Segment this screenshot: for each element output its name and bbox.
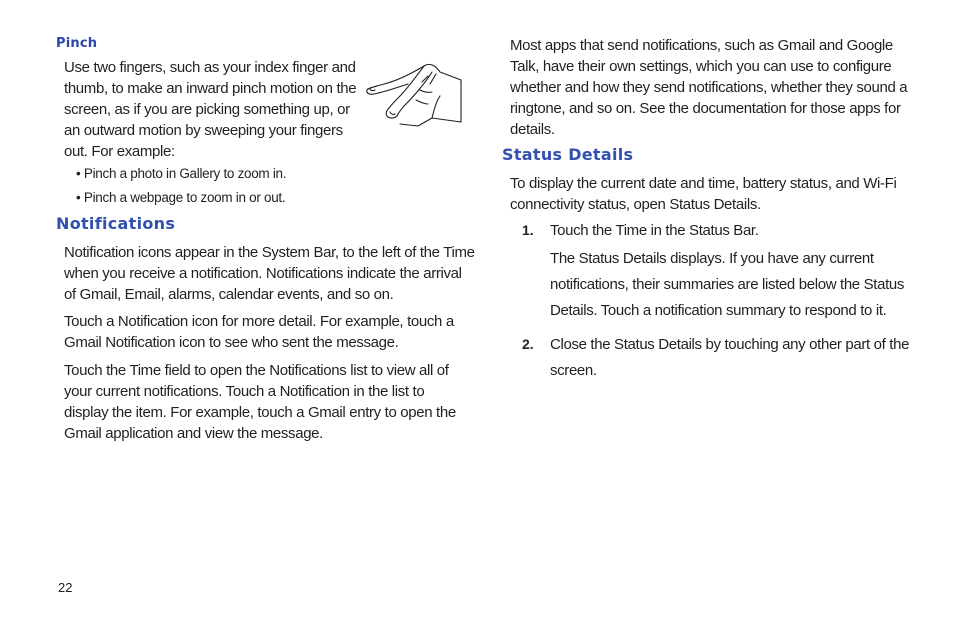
step-1-number: 1. <box>522 222 534 238</box>
para2-line-1: Touch a Notification icon for more detail. For example, touch a <box>64 313 454 330</box>
intro-line-4: ringtone, and so on. See the documentation for those apps for <box>510 100 901 117</box>
para1-line-3: of Gmail, Email, alarms, calendar events, and so on. <box>64 286 394 303</box>
step-1-sub-line-2: notifications, their summaries are listed below the Status <box>550 276 905 293</box>
para3-line-3: display the item. For example, touch a Gmail entry to open the <box>64 404 456 421</box>
pinch-line-2: thumb, to make an inward pinch motion on the <box>64 80 357 97</box>
para3-line-1: Touch the Time field to open the Notifications list to view all of <box>64 362 449 379</box>
step-2-number: 2. <box>522 336 534 352</box>
para1-line-1: Notification icons appear in the System Bar, to the left of the Time <box>64 244 475 261</box>
para1-line-2: when you receive a notification. Notifications indicate the arrival <box>64 265 462 282</box>
pinch-line-4: an outward motion by sweeping your fingers <box>64 122 343 139</box>
intro-line-2: Talk, have their own settings, which you can use to configure <box>510 58 892 75</box>
bullet-item-1: • Pinch a photo in Gallery to zoom in. <box>76 166 287 181</box>
status-details-heading: Status Details <box>502 145 634 164</box>
intro-line-5: details. <box>510 121 555 138</box>
para3-line-2: your current notifications. Touch a Notification in the list to <box>64 383 425 400</box>
pinch-line-3: screen, as if you are picking something up, or <box>64 101 350 118</box>
pinch-heading: Pinch <box>56 36 98 51</box>
step-1-sub-line-1: The Status Details displays. If you have any current <box>550 250 874 267</box>
para2-line-2: Gmail Notification icon to see who sent the message. <box>64 334 399 351</box>
step-2-line-2: screen. <box>550 362 597 379</box>
bullet-item-2: • Pinch a webpage to zoom in or out. <box>76 190 286 205</box>
notifications-heading: Notifications <box>56 214 176 233</box>
pinch-line-1: Use two fingers, such as your index finger and <box>64 59 356 76</box>
step-1-text: Touch the Time in the Status Bar. <box>550 222 759 239</box>
status-intro-line-2: connectivity status, open Status Details. <box>510 196 761 213</box>
pinch-line-5: out. For example: <box>64 143 175 160</box>
intro-line-1: Most apps that send notifications, such as Gmail and Google <box>510 37 893 54</box>
status-intro-line-1: To display the current date and time, battery status, and Wi-Fi <box>510 175 897 192</box>
page-number: 22 <box>58 580 73 595</box>
para3-line-4: Gmail application and view the message. <box>64 425 323 442</box>
intro-line-3: whether and how they send notifications, whether they sound a <box>510 79 908 96</box>
pinch-hand-icon <box>362 60 464 132</box>
step-2-line-1: Close the Status Details by touching any other part of the <box>550 336 910 353</box>
step-1-sub-line-3: Details. Touch a notification summary to respond to it. <box>550 302 887 319</box>
